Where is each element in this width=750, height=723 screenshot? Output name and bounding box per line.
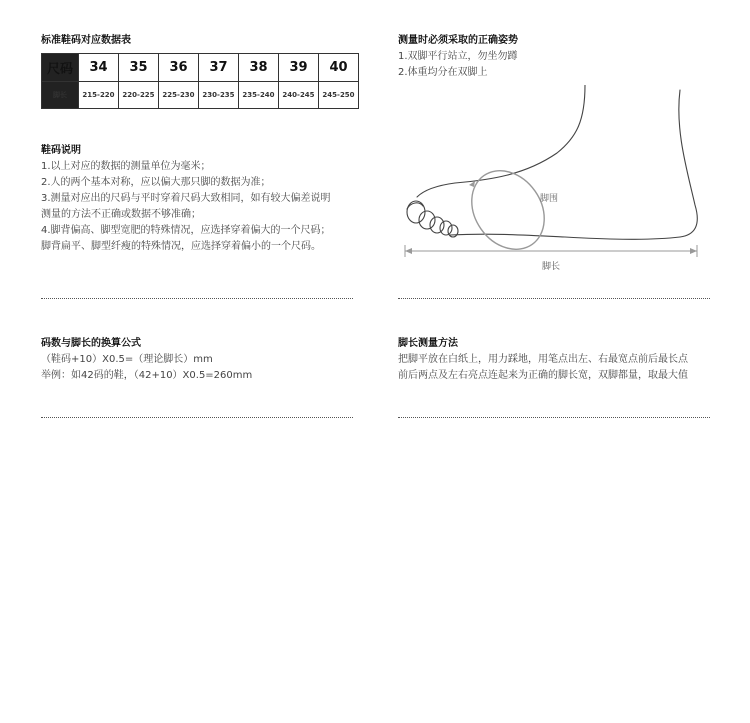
foot-length-row	[42, 82, 359, 109]
posture-title: 测量时必须采取的正确姿势	[398, 35, 518, 46]
foot-length-cell: 240-245	[279, 82, 319, 109]
foot-outline-icon	[407, 85, 697, 239]
size-cell: 38	[239, 54, 279, 82]
size-table	[41, 53, 359, 109]
size-notes-title: 鞋码说明	[41, 145, 81, 156]
size-row-header: 尺码	[42, 54, 79, 82]
size-notes-body	[41, 159, 331, 255]
method-line: 把脚平放在白纸上，用力踩地，用笔点出左、右最宽点前后最长点	[398, 354, 688, 365]
size-note-line: 2.人的两个基本对称，应以偏大那只脚的数据为准；	[41, 177, 271, 188]
posture-line: 2.体重均分在双脚上	[398, 67, 488, 78]
arrow-left-icon	[405, 248, 412, 254]
formula-title: 码数与脚长的换算公式	[41, 338, 141, 349]
method-line: 前后两点及左右亮点连起来为正确的脚长宽，双脚都量，取最大值	[398, 370, 688, 381]
foot-length-cell: 220-225	[119, 82, 159, 109]
divider	[41, 298, 353, 299]
arrow-right-icon	[690, 248, 697, 254]
size-row	[42, 54, 359, 82]
size-note-line: 脚背扁平、脚型纤瘦的特殊情况，应选择穿着偏小的一个尺码。	[41, 241, 321, 252]
girth-ring	[457, 157, 559, 264]
foot-diagram	[395, 85, 715, 280]
size-cell: 40	[319, 54, 359, 82]
foot-length-cell: 235-240	[239, 82, 279, 109]
formula-line: 举例：如42码的鞋，（42+10）X0.5=260mm	[41, 370, 253, 381]
length-label: 脚长	[542, 262, 561, 272]
foot-length-cell: 225-230	[159, 82, 199, 109]
divider	[41, 417, 353, 418]
foot-length-row-header: 脚长	[42, 82, 79, 109]
size-cell: 34	[79, 54, 119, 82]
foot-length-cell: 215-220	[79, 82, 119, 109]
foot-length-cell: 245-250	[319, 82, 359, 109]
divider	[398, 417, 710, 418]
formula-line: （鞋码+10）X0.5=（理论脚长）mm	[41, 354, 213, 365]
divider	[398, 298, 710, 299]
size-note-line: 4.脚背偏高、脚型宽肥的特殊情况，应选择穿着偏大的一个尺码；	[41, 225, 331, 236]
size-cell: 39	[279, 54, 319, 82]
size-note-line: 3.测量对应出的尺码与平时穿着尺码大致相同，如有较大偏差说明	[41, 193, 331, 204]
posture-line: 1.双脚平行站立，勿坐勿蹲	[398, 51, 518, 62]
size-table-title: 标准鞋码对应数据表	[41, 35, 131, 46]
size-cell: 35	[119, 54, 159, 82]
foot-length-cell: 230-235	[199, 82, 239, 109]
formula-body	[41, 352, 252, 384]
size-note-line: 1.以上对应的数据的测量单位为毫米；	[41, 161, 211, 172]
method-body	[398, 352, 688, 384]
girth-label: 脚围	[540, 194, 559, 204]
size-note-line: 测量的方法不正确或数据不够准确；	[41, 209, 201, 220]
size-cell: 36	[159, 54, 199, 82]
method-title: 脚长测量方法	[398, 338, 458, 349]
posture-body	[398, 49, 518, 81]
size-cell: 37	[199, 54, 239, 82]
